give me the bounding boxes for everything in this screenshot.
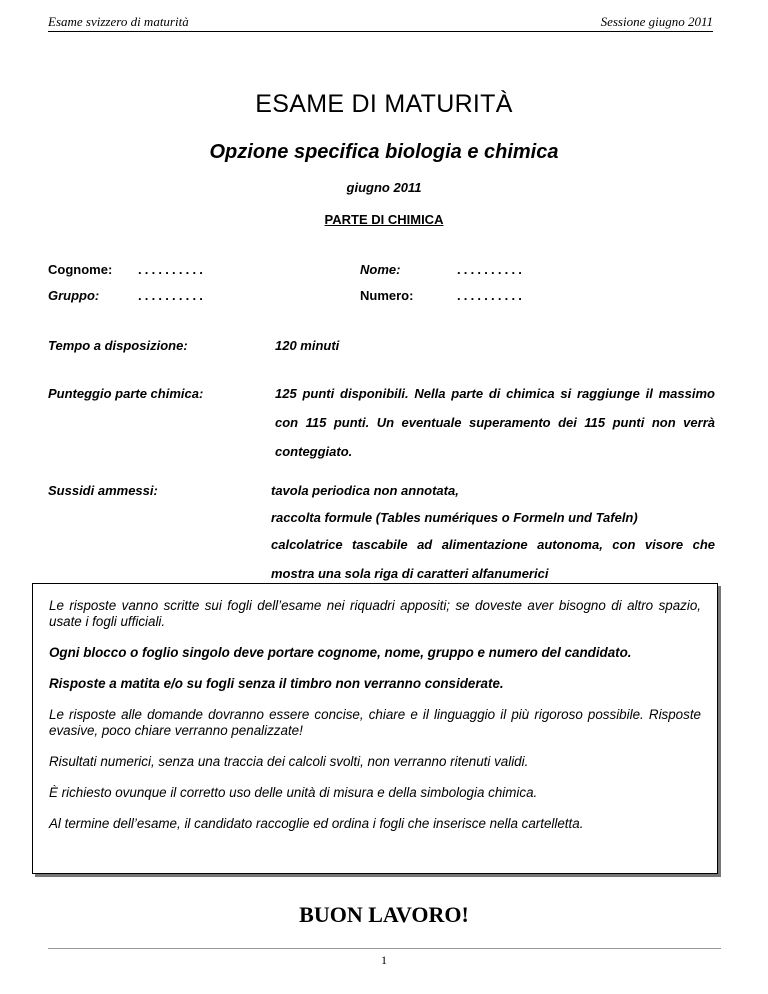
numero-field[interactable]: .......... — [457, 288, 526, 303]
header-left: Esame svizzero di maturità — [48, 14, 189, 29]
nome-label: Nome: — [360, 262, 401, 277]
instruction-4: Le risposte alle domande dovranno essere concise, chiare e il linguaggio il più rigoroso possibile. Risposte evasive, poco chiare verranno penalizzate! — [49, 707, 701, 738]
page-number: 1 — [381, 953, 387, 967]
instruction-5: Risultati numerici, senza una traccia dei calcoli svolti, non verranno ritenuti validi. — [49, 754, 529, 769]
punteggio-label: Punteggio parte chimica: — [48, 386, 204, 401]
instruction-3: Risposte a matita e/o su fogli senza il timbro non verranno considerate. — [49, 676, 504, 691]
instruction-7: Al termine dell’esame, il candidato raccoglie ed ordina i fogli che inserisce nella cartelletta. — [49, 816, 584, 831]
sussidi-item-1: tavola periodica non annotata, — [271, 483, 459, 498]
exam-date: giugno 2011 — [346, 180, 422, 195]
header-right: Sessione giugno 2011 — [600, 14, 713, 29]
cognome-label: Cognome: — [48, 262, 113, 277]
instructions-box — [32, 583, 718, 874]
sussidi-label: Sussidi ammessi: — [48, 483, 158, 498]
numero-label: Numero: — [360, 288, 414, 303]
section-heading-text: PARTE DI CHIMICA — [324, 212, 444, 227]
instruction-2: Ogni blocco o foglio singolo deve portare cognome, nome, gruppo e numero del candidato. — [49, 645, 632, 660]
footer-rule — [48, 948, 721, 949]
gruppo-label: Gruppo: — [48, 288, 100, 303]
cognome-field[interactable]: .......... — [138, 262, 207, 277]
sussidi-item-2: raccolta formule (Tables numériques o Formeln und Tafeln) — [271, 510, 638, 525]
page-subtitle: Opzione specifica biologia e chimica — [209, 141, 559, 163]
page-title: ESAME DI MATURITÀ — [255, 90, 513, 118]
punteggio-value: 125 punti disponibili. Nella parte di chimica si raggiunge il massimo con 115 punti. Un eventuale superamento dei 115 punti non verrà conteggiato. — [275, 386, 715, 459]
instruction-6: È richiesto ovunque il corretto uso delle unità di misura e della simbologia chimica. — [49, 785, 538, 800]
instruction-1: Le risposte vanno scritte sui fogli dell’esame nei riquadri appositi; se doveste aver bisogno di altro spazio, usate i fogli ufficiali. — [49, 598, 701, 629]
sussidi-item-3: calcolatrice tascabile ad alimentazione autonoma, con visore che mostra una sola riga di caratteri alfanumerici — [271, 537, 715, 581]
section-heading — [0, 212, 768, 227]
nome-field[interactable]: .......... — [457, 262, 526, 277]
closing-message: BUON LAVORO! — [299, 902, 469, 927]
gruppo-field[interactable]: .......... — [138, 288, 207, 303]
header-rule — [48, 31, 713, 32]
tempo-label: Tempo a disposizione: — [48, 338, 188, 353]
tempo-value: 120 minuti — [275, 338, 340, 353]
